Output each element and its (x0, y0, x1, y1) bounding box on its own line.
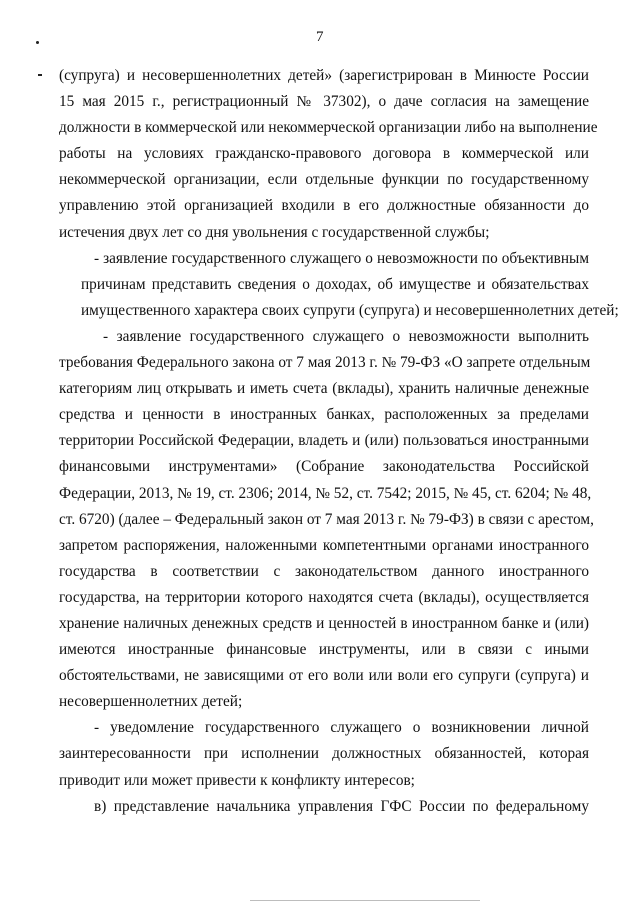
text-line: государства в соответствии с законодательством данного иностранного (59, 562, 589, 580)
paragraph-item (59, 324, 594, 715)
text-line: имеются иностранные финансовые инструменты, или в связи с иными (59, 641, 589, 659)
text-line: Федерации, 2013, № 19, ст. 2306; 2014, № 52, ст. 7542; 2015, № 45, ст. 6204; № 48, (59, 484, 592, 502)
text-line: хранение наличных денежных средств и ценностей в иностранном банке и (или) (59, 614, 589, 632)
paragraph-item (59, 715, 589, 793)
text-line: требования Федерального закона от 7 мая 2013 г. № 79-ФЗ «О запрете отдельным (59, 354, 591, 372)
text-line: ст. 6720) (далее – Федеральный закон от 7 мая 2013 г. № 79-ФЗ) в связи с арестом, (59, 510, 594, 528)
text-line: государства, на территории которого находятся счета (вклады), осуществляется (59, 588, 589, 606)
text-line: истечения двух лет со дня увольнения с государственной службы; (59, 223, 490, 241)
text-line: финансовыми инструментами» (Собрание законодательства Российской (59, 458, 589, 476)
page-number: 7 (316, 29, 324, 45)
text-line: - уведомление государственного служащего о возникновении личной (94, 719, 589, 737)
text-line: категориям лиц открывать и иметь счета (вклады), хранить наличные денежные (59, 380, 589, 398)
text-line: должности в коммерческой или некоммерческой организации либо на выполнение (59, 119, 598, 137)
text-line: (супруга) и несовершеннолетних детей» (зарегистрирован в Минюсте России (59, 67, 589, 84)
text-line: работы на условиях гражданско-правового договора в коммерческой или (59, 145, 589, 163)
text-line: 15 мая 2015 г., регистрационный № 37302), о даче согласия на замещение (59, 93, 589, 111)
text-line: территории Российской Федерации, владеть и (или) пользоваться иностранными (59, 432, 589, 450)
text-line: несовершеннолетних детей; (59, 693, 243, 711)
text-line: приводит или может привести к конфликту интересов; (59, 771, 415, 789)
text-line: - заявление государственного служащего о невозможности выполнить (103, 327, 589, 345)
text-line: - заявление государственного служащего о невозможности по объективным (94, 249, 589, 267)
scan-speck (38, 74, 42, 76)
scan-edge-line (250, 900, 480, 901)
text-line: некоммерческой организации, если отдельные функции по государственному (59, 171, 589, 189)
text-line: обстоятельствами, не зависящими от его воли или воли его супруги (супруга) и (59, 667, 589, 685)
paragraph-continuation (59, 63, 598, 246)
paragraph-item (59, 246, 619, 324)
paragraph-subitem (59, 794, 589, 820)
text-line: заинтересованности при исполнении должностных обязанностей, которая (59, 745, 589, 763)
text-line: управлению этой организацией входили в его должностные обязанности до (59, 197, 589, 215)
text-line: средства и ценности в иностранных банках, расположенных за пределами (59, 406, 589, 424)
text-line: запретом распоряжения, наложенными компетентными органами иностранного (59, 536, 589, 554)
text-line: причинам представить сведения о доходах, об имуществе и обязательствах (81, 275, 589, 293)
text-line: в) представление начальника управления ГФС России по федеральному (94, 797, 589, 815)
text-line: имущественного характера своих супруги (супруга) и несовершеннолетних детей; (81, 301, 619, 319)
document-body (59, 63, 619, 820)
